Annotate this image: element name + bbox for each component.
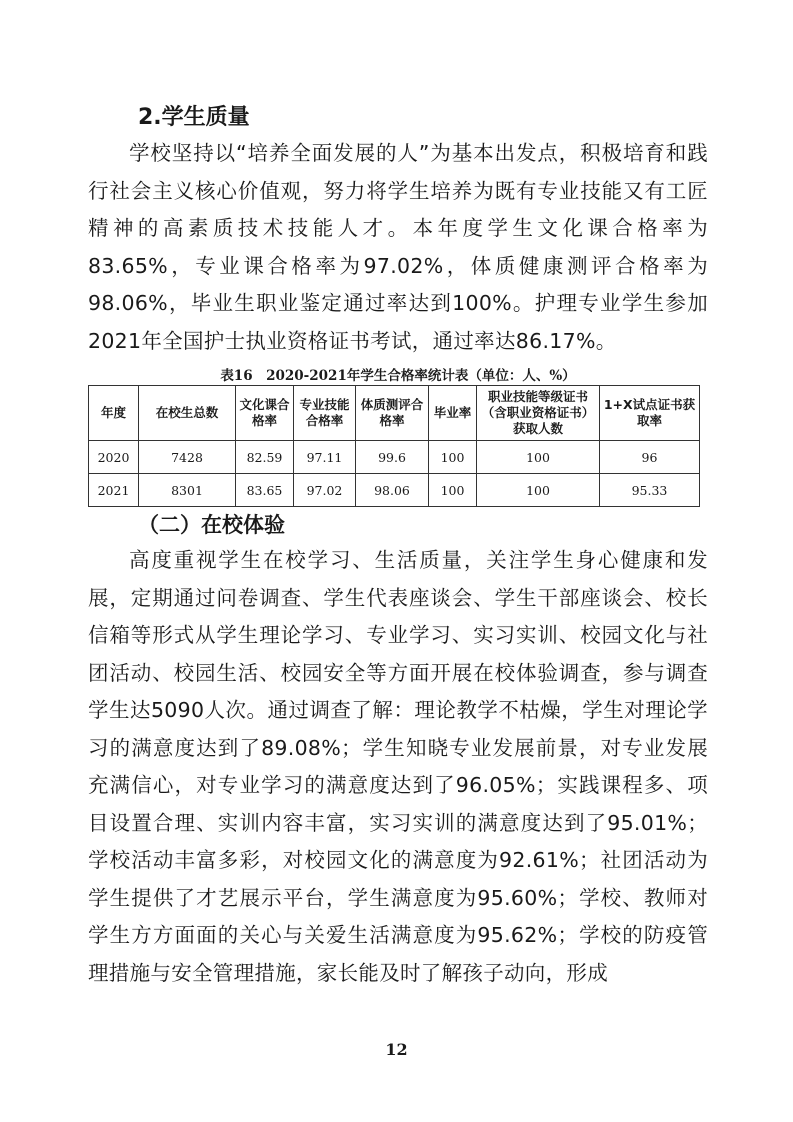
cell-skill-pass-rate: 97.11	[294, 441, 356, 474]
subsection-heading: （二）在校体验	[138, 513, 285, 537]
cell-skill-pass-rate: 97.02	[294, 474, 356, 507]
cell-certificate-count: 100	[477, 441, 600, 474]
cell-total-students: 7428	[139, 441, 236, 474]
cell-total-students: 8301	[139, 474, 236, 507]
paragraph-campus-experience	[88, 542, 708, 992]
header-year: 年度	[89, 386, 139, 441]
paragraph-text: 高度重视学生在校学习、生活质量，关注学生身心健康和发展，定期通过问卷调查、学生代表座谈会、学生干部座谈会、校长信箱等形式从学生理论学习、专业学习、实习实训、校园文化与社团活动、校园生活、校园安全等方面开展在校体验调查，参与调查学生达5090人次。通过调查了解：理论教学不枯燥，学生对理论学习的满意度达到了89.08%；学生知晓专业发展前景，对专业发展充满信心，对专业学习的满意度达到了96.05%；实践课程多、项目设置合理、实训内容丰富，实习实训的满意度达到了95.01%；学校活动丰富多彩，对校园文化的满意度为92.61%；社团活动为学生提供了才艺展示平台，学生满意度为95.60%；学校、教师对学生方方面面的关心与关爱生活满意度为95.62%；学校的防疫管理措施与安全管理措施，家长能及时了解孩子动向，形成	[88, 548, 708, 985]
table-caption: 表16 2020-2021年学生合格率统计表（单位：人、%）	[220, 368, 576, 384]
header-total-students: 在校生总数	[139, 386, 236, 441]
header-fitness-pass-rate: 体质测评合格率	[356, 386, 429, 441]
cell-fitness-pass-rate: 98.06	[356, 474, 429, 507]
cell-year: 2021	[89, 474, 139, 507]
table-row	[89, 441, 700, 474]
header-1x-certificate-rate: 1+X试点证书获取率	[600, 386, 700, 441]
header-culture-pass-rate: 文化课合格率	[236, 386, 294, 441]
cell-certificate-count: 100	[477, 474, 600, 507]
table-header-row	[89, 386, 700, 441]
cell-graduation-rate: 100	[429, 474, 477, 507]
cell-1x-certificate-rate: 95.33	[600, 474, 700, 507]
cell-graduation-rate: 100	[429, 441, 477, 474]
cell-culture-pass-rate: 83.65	[236, 474, 294, 507]
page-number: 12	[385, 1040, 408, 1059]
header-skill-pass-rate: 专业技能合格率	[294, 386, 356, 441]
header-graduation-rate: 毕业率	[429, 386, 477, 441]
cell-culture-pass-rate: 82.59	[236, 441, 294, 474]
pass-rate-table	[88, 385, 700, 507]
paragraph-student-quality	[88, 135, 708, 360]
paragraph-text: 学校坚持以“培养全面发展的人”为基本出发点，积极培育和践行社会主义核心价值观，努力将学生培养为既有专业技能又有工匠精神的高素质技术技能人才。本年度学生文化课合格率为83.65%，专业课合格率为97.02%，体质健康测评合格率为98.06%，毕业生职业鉴定通过率达到100%。护理专业学生参加2021年全国护士执业资格证书考试，通过率达86.17%。	[88, 141, 708, 353]
header-certificate-count: 职业技能等级证书（含职业资格证书）获取人数	[477, 386, 600, 441]
section-heading: 2.学生质量	[138, 105, 250, 130]
table-row	[89, 474, 700, 507]
cell-1x-certificate-rate: 96	[600, 441, 700, 474]
cell-fitness-pass-rate: 99.6	[356, 441, 429, 474]
cell-year: 2020	[89, 441, 139, 474]
